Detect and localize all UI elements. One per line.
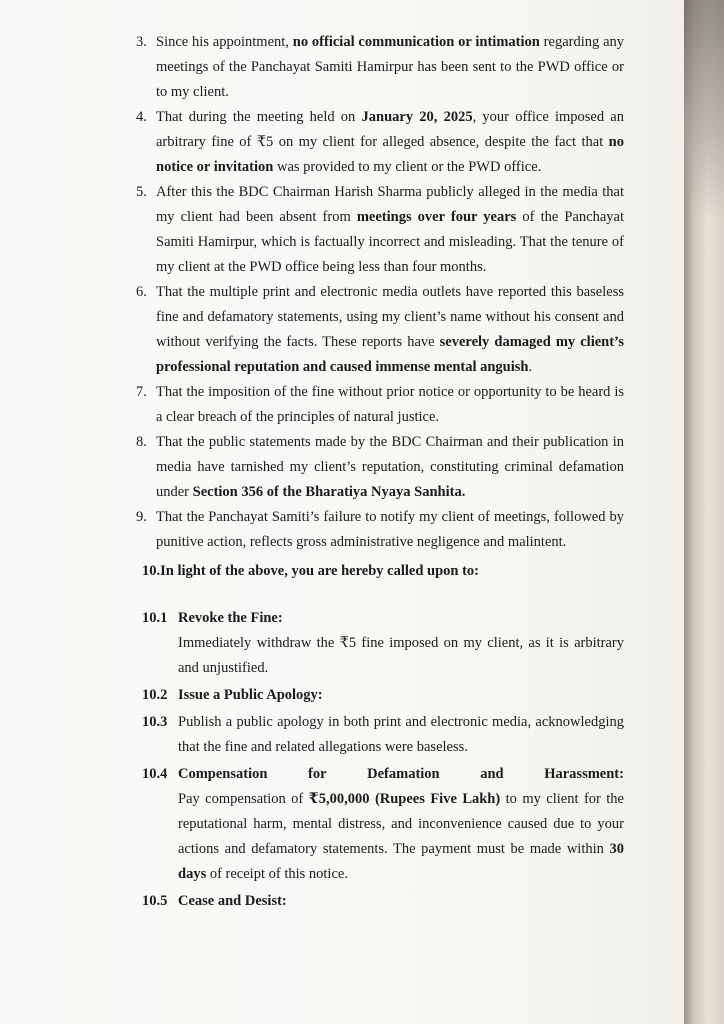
paragraph-item [128,380,624,430]
text-run: . [528,359,533,375]
demand-10-4 [128,762,624,887]
paragraph-number: 4. [136,109,147,125]
paragraph-text [156,105,624,180]
paragraph-number: 6. [136,284,147,300]
demand-text: Publish a public apology in both print and electronic media, acknowledging that the fine and related allegations were baseless. [178,714,624,755]
demand-number: 10.3 [142,714,168,730]
text-run: was provided to my client or the PWD office. [273,159,542,175]
paragraph-text [156,380,624,430]
paragraph-item [128,105,624,180]
emphasized-text: no official communication or intimation [292,34,540,50]
paragraph-text [156,430,624,505]
paragraph-number: 8. [136,434,147,450]
title-word: for [308,766,327,782]
numbered-paragraphs [128,30,624,555]
emphasized-text: 30 days [178,841,624,882]
demand-number: 10.1 [142,610,168,626]
paragraph-item [128,280,624,380]
demand-text [178,787,624,887]
demand-10-1 [128,606,624,681]
paragraph-item [128,430,624,505]
text-run: That the Panchayat Samiti’s failure to notify my client of meetings, followed by punitive action, reflects gross administrative negligence and malintent. [156,509,624,550]
text-run: After this the BDC Chairman Harish Sharma publicly alleged in the media that my client had been absent from [156,184,624,225]
text-run: Since his appointment, [156,34,293,50]
text-run: That the imposition of the fine without prior notice or opportunity to be heard is a clear breach of the principles of natural justice. [156,384,624,425]
text-run: , your office imposed an arbitrary fine of ₹5 on my client for alleged absence, despite the fact that [156,109,624,150]
paragraph-number: 5. [136,184,147,200]
paragraph-item [128,30,624,105]
paragraph-number: 7. [136,384,147,400]
demand-number: 10.5 [142,893,168,909]
adjacent-page-edge [684,0,724,1024]
emphasized-text: no notice or invitation [156,134,624,175]
title-word: Compensation [178,766,268,782]
demands-heading: 10.In light of the above, you are hereby called upon to: [142,563,480,579]
text-run: That the public statements made by the BDC Chairman and their publication in media have tarnished my client’s reputation, constituting criminal defamation under [156,434,624,500]
text-run: Pay compensation of [178,791,309,807]
text-run: That during the meeting held on [156,109,362,125]
text-run: That the multiple print and electronic media outlets have reported this baseless fine and defamatory statements, using my client’s name without his consent and without verifying the facts. These reports have [156,284,624,350]
emphasized-text: ₹5,00,000 (Rupees Five Lakh) [308,791,501,807]
demand-title: Issue a Public Apology: [178,687,323,703]
demand-10-5 [128,889,624,914]
legal-notice-body [128,30,624,914]
paragraph-text [156,280,624,380]
text-run: to my client for the reputational harm, mental distress, and inconvenience caused due to your actions and defamatory statements. The payment must be made within [178,791,624,857]
paragraph-text [156,180,624,280]
emphasized-text: January 20, 2025 [361,109,473,125]
text-run: of receipt of this notice. [206,866,348,882]
paragraph-number: 3. [136,34,147,50]
emphasized-text: severely damaged my client’s professional reputation and caused immense mental anguish [156,334,624,375]
emphasized-text: meetings over four years [356,209,517,225]
paragraph-item [128,180,624,280]
demand-title [178,762,624,787]
text-run: regarding any meetings of the Panchayat Samiti Hamirpur has been sent to the PWD office or to my client. [156,34,625,100]
demand-number: 10.4 [142,766,168,782]
paragraph-number: 9. [136,509,147,525]
demand-10-3 [128,710,624,760]
title-word: and [480,766,504,782]
emphasized-text: Section 356 of the Bharatiya Nyaya Sanhita. [192,484,466,500]
title-word: Defamation [367,766,440,782]
demand-title: Revoke the Fine: [178,610,283,626]
paragraph-item [128,505,624,555]
demand-title: Cease and Desist: [178,893,287,909]
paragraph-text [156,505,624,555]
text-run: of the Panchayat Samiti Hamirpur, which is factually incorrect and misleading. That the tenure of my client at the PWD office being less than four months. [156,209,624,275]
demand-number: 10.2 [142,687,168,703]
demand-10-2 [128,683,624,708]
demand-text: Immediately withdraw the ₹5 fine imposed on my client, as it is arbitrary and unjustified. [178,635,624,676]
title-word: Harassment: [544,766,624,782]
paragraph-text [156,30,624,105]
